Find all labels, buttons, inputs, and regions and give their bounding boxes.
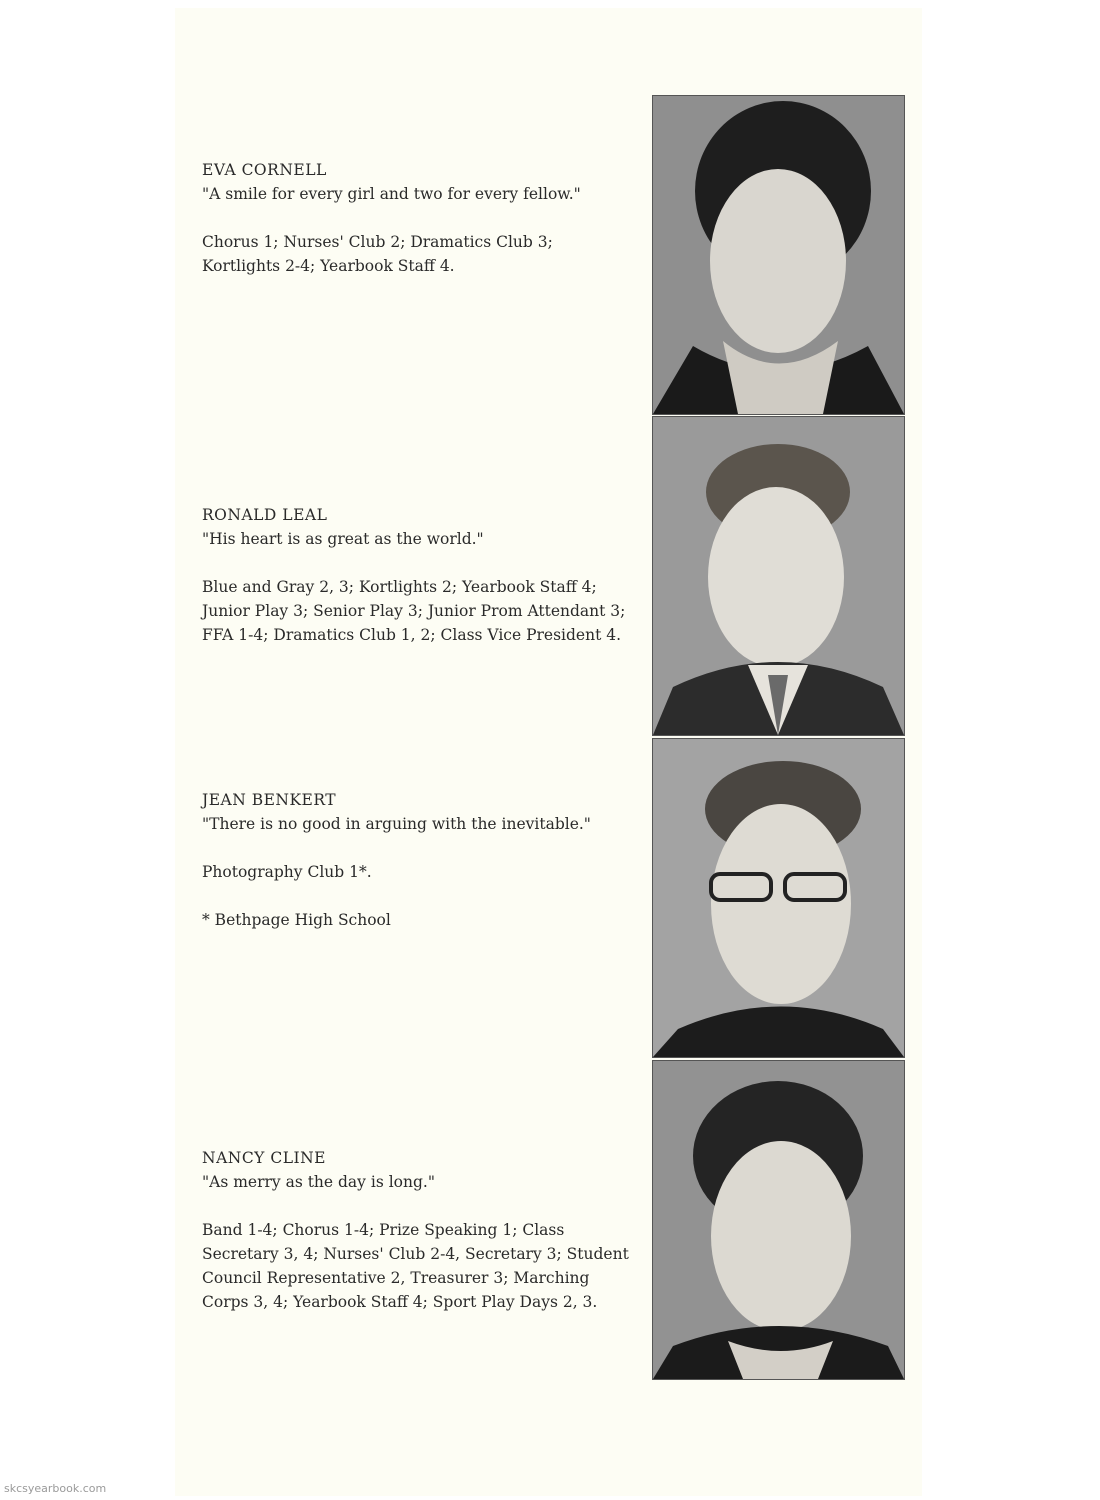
student-name: RONALD LEAL: [202, 506, 328, 524]
student-entry-ronald-leal: [202, 503, 632, 647]
student-portrait-eva-cornell: [652, 95, 905, 415]
footnote: * Bethpage High School: [202, 911, 391, 929]
student-entry-eva-cornell: [202, 158, 632, 278]
student-quote: "A smile for every girl and two for every fellow.": [202, 185, 581, 203]
student-quote: "His heart is as great as the world.": [202, 530, 484, 548]
student-entry-jean-benkert: [202, 788, 632, 932]
watermark: skcsyearbook.com: [4, 1482, 107, 1495]
student-activities: Band 1-4; Chorus 1-4; Prize Speaking 1; Class Secretary 3, 4; Nurses' Club 2-4, Secretary 3; Student Council Representative 2, Treasurer 3; Marching Corps 3, 4; Yearbook Staff 4; Sport Play Days 2, 3.: [202, 1221, 629, 1311]
student-name: NANCY CLINE: [202, 1149, 326, 1167]
student-quote: "As merry as the day is long.": [202, 1173, 435, 1191]
student-quote: "There is no good in arguing with the inevitable.": [202, 815, 591, 833]
student-portrait-ronald-leal: [652, 416, 905, 736]
student-entry-nancy-cline: [202, 1146, 632, 1314]
student-activities: Chorus 1; Nurses' Club 2; Dramatics Club 3; Kortlights 2-4; Yearbook Staff 4.: [202, 233, 553, 275]
student-activities: Blue and Gray 2, 3; Kortlights 2; Yearbook Staff 4; Junior Play 3; Senior Play 3; Junior Prom Attendant 3; FFA 1-4; Dramatics Club 1, 2; Class Vice President 4.: [202, 578, 626, 644]
student-name: JEAN BENKERT: [202, 791, 337, 809]
student-activities: Photography Club 1*.: [202, 863, 372, 881]
student-portrait-jean-benkert: [652, 738, 905, 1058]
student-name: EVA CORNELL: [202, 161, 327, 179]
student-portrait-nancy-cline: [652, 1060, 905, 1380]
